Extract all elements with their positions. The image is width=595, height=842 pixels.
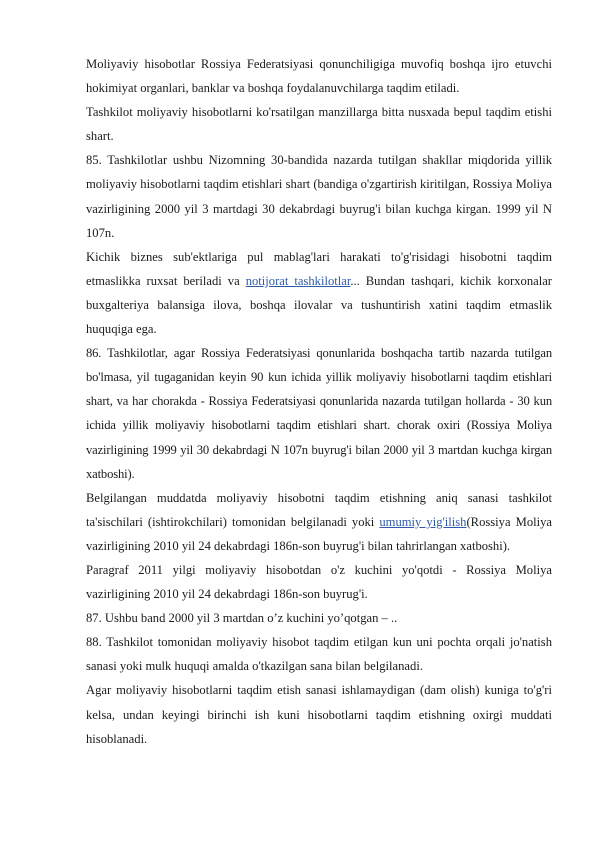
paragraph-submission-date (86, 486, 552, 558)
paragraph-87: 87. Ushbu band 2000 yil 3 martdan o’z kuchini yo’qotgan – .. (86, 611, 398, 626)
link-umumiy-yigilish[interactable]: umumiy yig'ilish (379, 514, 467, 529)
paragraph-free-copy: Tashkilot moliyaviy hisobotlarni ko'rsatilgan manzillarga bitta nusxada bepul taqdim etishi shart. (86, 105, 552, 144)
document-page (86, 52, 552, 751)
link-notijorat-tashkilotlar[interactable]: notijorat tashkilotlar (245, 273, 351, 288)
paragraph-86: 86. Tashkilotlar, agar Rossiya Federatsiyasi qonunlarida boshqacha tartib nazarda tutilgan bo'lmasa, yil tugaganidan keyin 90 kun ichida yillik moliyaviy hisobotlarni taqdim etishlari shart, va har chorakda - Rossiya Federatsiyasi qonunlarida nazarda tutilgan hollarda - 30 kun ichida yillik moliyaviy hisobotlarni taqdim etishlari shart. chorak oxiri (Rossiya Moliya vazirligining 1999 yil 30 dekabrdagi N 107n buyrug'i bilan 2000 yil 3 martdan kuchga kirgan xatboshi). (86, 346, 552, 481)
paragraph-nonworking-day: Agar moliyaviy hisobotlarni taqdim etish sanasi ishlamaydigan (dam olish) kuniga to'g'ri kelsa, undan keyingi birinchi ish kuni hisobotlarni taqdim etishning oxirgi muddati hisoblanadi. (86, 683, 552, 746)
paragraph-88: 88. Tashkilot tomonidan moliyaviy hisobot taqdim etilgan kun uni pochta orqali jo'natish sanasi yoki mulk huquqi amalda o'tkazilgan sana bilan belgilanadi. (86, 635, 552, 674)
paragraph-submission-date-lead: Belgilangan muddatda moliyaviy hisobotni taqdim etishning aniq sanasi tashkilot ta'sischilari (ishtirokchilari) tomonidan belgilanadi yoki (86, 490, 552, 529)
paragraph-small-business-tail: ... Bundan tashqari, kichik korxonalar buxgalteriya balansiga ilova, boshqa ilovalar va tushuntirish xatini taqdim etmaslik huquqiga ega. (86, 273, 552, 337)
paragraph-submission-date-tail: (Rossiya Moliya vazirligining 2010 yil 24 dekabrdagi 186n-son buyrug'i bilan tahrirlangan xatboshi). (86, 514, 553, 553)
paragraph-2011-repeal: Paragraf 2011 yilgi moliyaviy hisobotdan o'z kuchini yo'qotdi - Rossiya Moliya vazirligining 2010 yil 24 dekabrdagi 186n-son buyrug'i. (86, 562, 552, 602)
paragraph-small-business (86, 245, 552, 341)
paragraph-small-business-lead: Kichik biznes sub'ektlariga pul mablag'lari harakati to'g'risidagi hisobotni taqdim etmaslikka ruxsat beriladi va (86, 249, 552, 288)
paragraph-reporting-recipients: Moliyaviy hisobotlar Rossiya Federatsiyasi qonunchiligiga muvofiq boshqa ijro etuvchi hokimiyat organlari, banklar va boshqa foydalanuvchilarga taqdim etiladi. (86, 57, 552, 96)
paragraph-85: 85. Tashkilotlar ushbu Nizomning 30-bandida nazarda tutilgan shakllar miqdorida yillik moliyaviy hisobotlarni taqdim etishlari shart (bandiga o'zgartirish kiritilgan, Rossiya Moliya vazirligining 2000 yil 3 martdagi 30 dekabrdagi buyrug'i bilan kuchga kirgan. 1999 yil N 107n. (86, 153, 552, 240)
